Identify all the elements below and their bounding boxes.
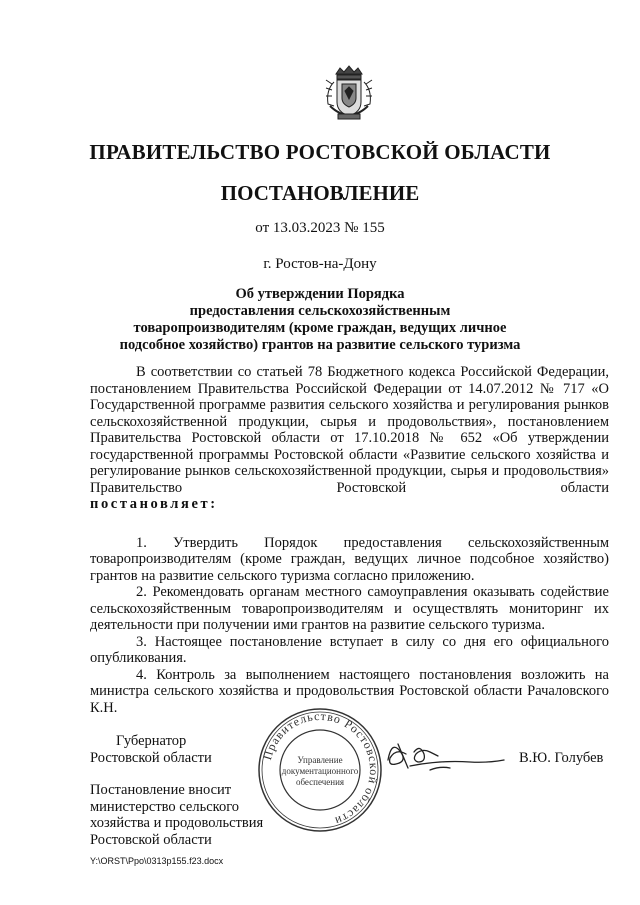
- signer-name: В.Ю. Голубев: [519, 750, 604, 766]
- document-date-number: от 13.03.2023 № 155: [255, 220, 385, 236]
- submitted-by-line: министерство сельского: [90, 798, 240, 815]
- organization-name: ПРАВИТЕЛЬСТВО РОСТОВСКОЙ ОБЛАСТИ: [89, 140, 551, 164]
- preamble-text: В соответствии со статьей 78 Бюджетного кодекса Российской Федерации, постановлением Правительства Российской Федерации от 14.07.2012 № 717 «О Государственной программе развития сельского хозяйства и регулирования рынков сельскохозяйственной продукции, сырья и продовольствия», постановлением Правительства Ростовской области от 17.10.2018 № 652 «Об утверждении государственной программы Ростовской области «Развитие сельского хозяйства и регулирование рынков сельскохозяйственной продукции, сырья и продовольствия» Правительство Ростовской области: [90, 364, 609, 496]
- seal-inner-line: обеспечения: [295, 777, 345, 787]
- subject-line: подсобное хозяйство) грантов на развитие сельского туризма: [119, 337, 521, 353]
- document-type: ПОСТАНОВЛЕНИЕ: [220, 181, 420, 205]
- coat-of-arms-icon: [316, 60, 382, 126]
- subject-line: Об утверждении Порядка: [235, 286, 405, 302]
- resolution-item: 3. Настоящее постановление вступает в силу со дня его официального опубликования.: [90, 633, 609, 666]
- subject-line: предоставления сельскохозяйственным: [189, 303, 451, 319]
- seal-inner-line: документационного: [281, 766, 359, 776]
- resolution-item: 2. Рекомендовать органам местного самоуправления оказывать содействие сельскохозяйственным товаропроизводителям и осуществлять мониторинг их деятельности при получении ими грантов на развитие сельского туризма.: [90, 584, 609, 633]
- resolves-word: постановляет:: [90, 496, 218, 512]
- seal-inner-line: Управление: [297, 755, 343, 765]
- handwritten-signature: [380, 730, 510, 780]
- document-body: [90, 364, 609, 716]
- submitted-by-line: хозяйства и продовольствия: [90, 815, 264, 831]
- subject-line: товаропроизводителям (кроме граждан, ведущих личное: [133, 320, 507, 336]
- resolution-item: 1. Утвердить Порядок предоставления сельскохозяйственным товаропроизводителям (кроме граждан, ведущих личное подсобное хозяйство) грантов на развитие сельского туризма согласно приложению.: [90, 534, 609, 584]
- submitted-by-line: Ростовской области: [90, 831, 212, 848]
- resolution-item: 4. Контроль за выполнением настоящего постановления возложить на министра сельского хозяйства и продовольствия Ростовской области Рачаловского К.Н.: [90, 666, 609, 716]
- document-city: г. Ростов-на-Дону: [263, 256, 377, 272]
- seal-outer-text: Правительство Ростовской области: [260, 708, 382, 829]
- signer-position-line: Губернатор: [116, 733, 187, 749]
- file-path-footer: Y:\ORST\Ppo\0313p155.f23.docx: [90, 856, 224, 866]
- document-subject: [0, 286, 640, 354]
- signer-position-line: Ростовской области: [90, 750, 212, 766]
- submitted-by-note: [90, 782, 290, 848]
- signer-position: [90, 733, 212, 767]
- submitted-by-line: Постановление вносит: [90, 782, 232, 798]
